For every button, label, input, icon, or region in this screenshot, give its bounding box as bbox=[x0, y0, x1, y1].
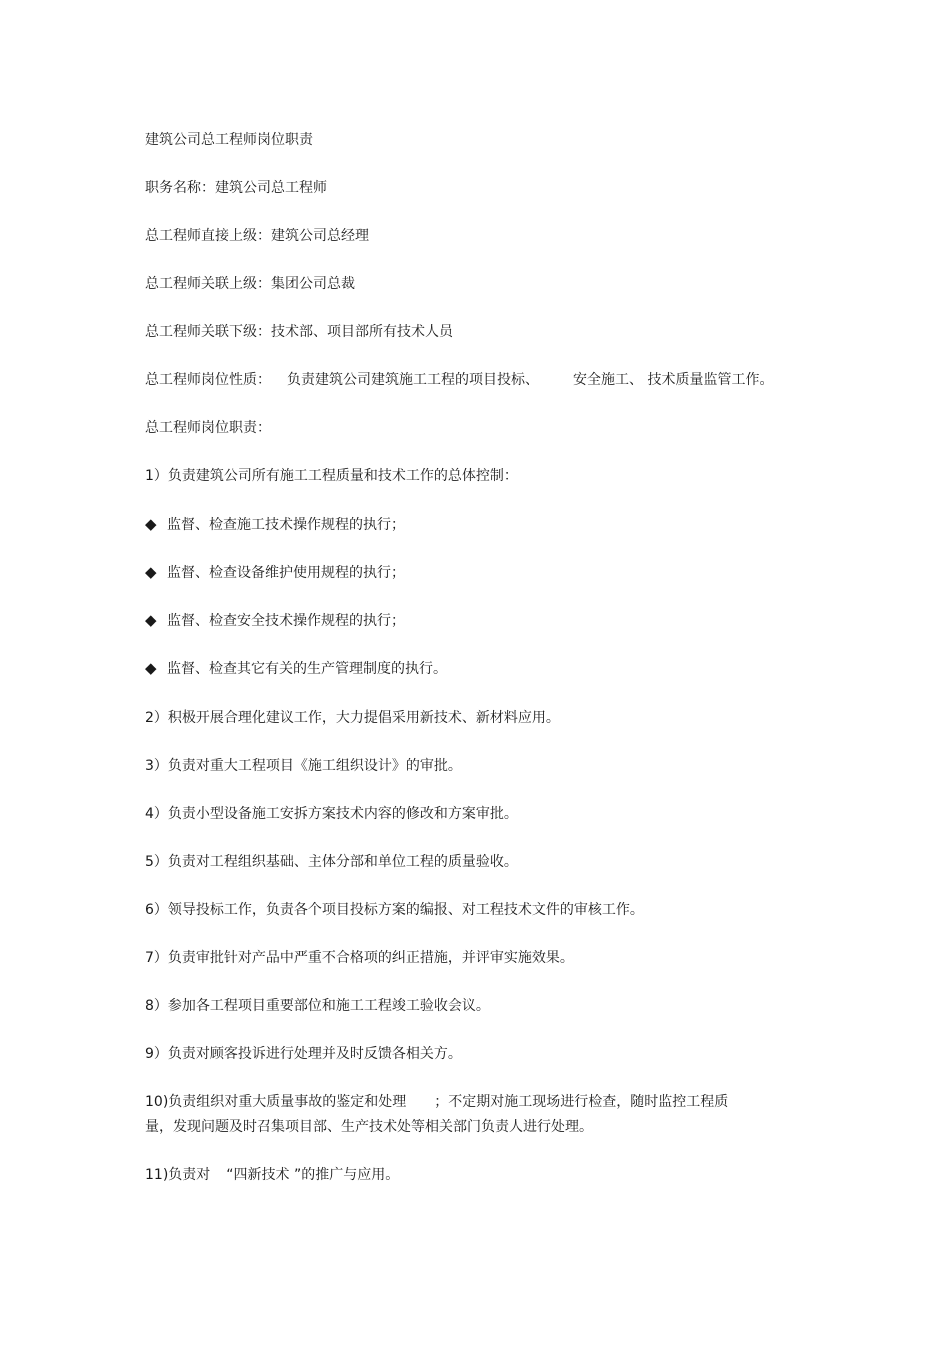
job-nature-label: 总工程师岗位性质： bbox=[145, 372, 271, 388]
duty-10-part2: ；不定期对施工现场进行检查，随时监控工程质 bbox=[434, 1094, 729, 1110]
duty-10-line-2: 量，发现问题及时召集项目部、生产技术处等相关部门负责人进行处理。 bbox=[145, 1119, 593, 1135]
document-title: 建筑公司总工程师岗位职责 bbox=[145, 132, 313, 148]
bullet-item bbox=[145, 658, 447, 679]
duty-10-line-1 bbox=[145, 1092, 728, 1112]
bullet-item bbox=[145, 562, 405, 583]
bullet-text: 监督、检查安全技术操作规程的执行； bbox=[167, 613, 405, 629]
bullet-text: 监督、检查其它有关的生产管理制度的执行。 bbox=[167, 661, 447, 677]
duty-8: 8）参加各工程项目重要部位和施工工程竣工验收会议。 bbox=[145, 998, 490, 1014]
duty-7: 7）负责审批针对产品中严重不合格项的纠正措施，并评审实施效果。 bbox=[145, 950, 574, 966]
duty-5: 5）负责对工程组织基础、主体分部和单位工程的质量验收。 bbox=[145, 854, 518, 870]
duty-2: 2）积极开展合理化建议工作，大力提倡采用新技术、新材料应用。 bbox=[145, 710, 560, 726]
duty-1: 1）负责建筑公司所有施工工程质量和技术工作的总体控制： bbox=[145, 468, 518, 484]
duty-9: 9）负责对顾客投诉进行处理并及时反馈各相关方。 bbox=[145, 1046, 462, 1062]
duties-heading: 总工程师岗位职责： bbox=[145, 420, 271, 436]
duty-6: 6）领导投标工作，负责各个项目投标方案的编报、对工程技术文件的审核工作。 bbox=[145, 902, 644, 918]
diamond-bullet-icon: ◆ bbox=[145, 515, 157, 533]
duty-11 bbox=[145, 1165, 399, 1185]
duty-3: 3）负责对重大工程项目《施工组织设计》的审批。 bbox=[145, 758, 462, 774]
diamond-bullet-icon: ◆ bbox=[145, 659, 157, 677]
related-superior: 总工程师关联上级：集团公司总裁 bbox=[145, 276, 355, 292]
diamond-bullet-icon: ◆ bbox=[145, 563, 157, 581]
job-nature-part1: 负责建筑公司建筑施工工程的项目投标、 bbox=[287, 372, 539, 388]
job-nature bbox=[145, 370, 773, 390]
related-subordinate: 总工程师关联下级：技术部、项目部所有技术人员 bbox=[145, 324, 453, 340]
duty-10-part1: 10)负责组织对重大质量事故的鉴定和处理 bbox=[145, 1094, 407, 1110]
diamond-bullet-icon: ◆ bbox=[145, 611, 157, 629]
job-name: 职务名称：建筑公司总工程师 bbox=[145, 180, 327, 196]
direct-superior: 总工程师直接上级：建筑公司总经理 bbox=[145, 228, 369, 244]
job-nature-part2: 安全施工、 技术质量监管工作。 bbox=[573, 372, 774, 388]
bullet-text: 监督、检查施工技术操作规程的执行； bbox=[167, 517, 405, 533]
duty-11-part2: “四新技术 ”的推广与应用。 bbox=[226, 1167, 400, 1183]
duty-4: 4）负责小型设备施工安拆方案技术内容的修改和方案审批。 bbox=[145, 806, 518, 822]
duty-11-part1: 11)负责对 bbox=[145, 1167, 211, 1183]
bullet-item bbox=[145, 514, 405, 535]
bullet-item bbox=[145, 610, 405, 631]
bullet-text: 监督、检查设备维护使用规程的执行； bbox=[167, 565, 405, 581]
